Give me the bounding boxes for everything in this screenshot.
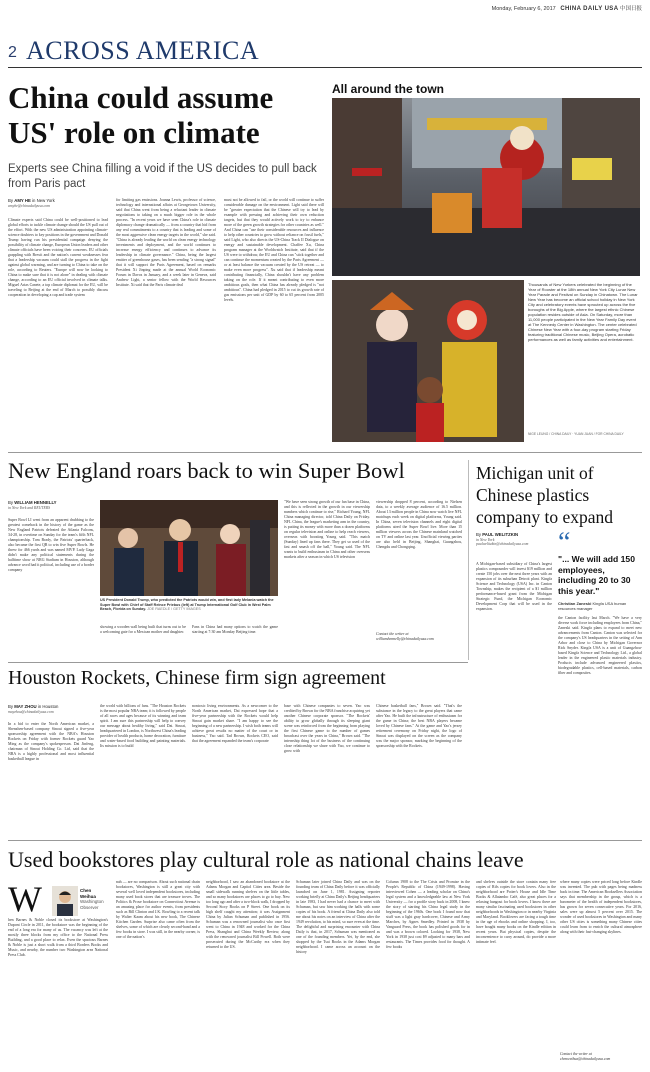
town-credit: NIGE LEUNG / CHINA DAILY · YUAN JUAN / FOR CHINA DAILY — [528, 432, 624, 436]
melania-face — [220, 524, 240, 544]
bookstores-col-4: Schuman later joined China Daily and was on the founding team of China Daily before it was officially launched on June 1, 1981. Assigning reporter working briefly at China Daily's Beijing headquarters in late 1983, I had never had a chance to meet with Schuman, but saw him working the halls with some copies of his book. A friend at China Daily also told me about his notes on an interview of China after the 1949 revolution, to his mind, so sure even at the time. The delightful and surprising encounter with China Daily is that, in 2017, Schuman was mentioned as one of the founding members. Yet, by the end, she shopped by the Tsai Books in the Adams Morgan neighborhood. I came across an account on the history — [296, 880, 380, 954]
divider-v-michigan — [468, 460, 469, 660]
portrait-suit — [57, 904, 73, 916]
bookstores-col-6: and shelves outside the store contain many free copies of Rifs copies for book lovers. Also in the neighborhood are Potter's House and Idle Time Books & Allatambo Café, also great places for a relaxing hangout for book lovers. I know there are many similar fascinating used bookstores in other neighborhoods in Washington or in nearby Virginia and Maryland. Booklovers are facing a tough time in the age of ebooks and online shopping. I, too, have bought many books on the Kindle edition in recent years. But physical copies, despite the inconvenience to carry around, do provide a more intimate feel. — [476, 880, 556, 944]
bookstores-headline: Used bookstores play cultural role as national chains leave — [8, 847, 524, 872]
superbowl-byline-name: WILLIAM HENNELLY — [14, 500, 57, 505]
rockets-col-2: the world with billions of fans. "The Houston Rockets is the most popular NBA team; it is followed by people of all races and ages because of its winning and team spirit. I am sure this partnership will help to convey our message about healthy living," said Dai. Sinoai, headquartered in London, is Northwest China's leading provider of health products, home decoration, furniture and water-based food building and painting materials. Its mission is to build — [100, 704, 186, 748]
superbowl-col-2b: Fans in China had many options to watch the game starting at 7:30 am Monday Beijing time. — [192, 625, 278, 634]
superbowl-col-2a: showing a wooden wall being built that turns out to be a welcoming gate for a Mexican mother and daughter. — [100, 625, 186, 634]
town-caption: Thousands of New Yorkers celebrated the beginning of the Year of Rooster at the 18th annual New York City Lunar New Year Parade and Festival on Sunday in Chinatown. The Lunar New Year has become an official school holiday in New York City and celebratory events have sprouted up across the five boroughs of the Big Apple, where the largest ethnic Chinese population resides outside of Asia. On Saturday, more than 11,000 people participated in the New Year Family Day event at The Kennedy Center in Washington. The center celebrated Chinese New Year with a four-day program starting Friday featuring traditional Chinese music, Beijing Opera, acrobatic performances as well as family activities and entertainment. — [528, 282, 638, 342]
rockets-col-4: base with Chinese companies to seven. Yao was credited by Brown for the NBA franchise acquiring yet another Chinese corporate sponsor. "The Rockets' ability to grow globally through its sleeping giant scene was reinforced from the beginning from playing the first Chinese game to the number of games broadcast over the years in China," Brown said. "The internship thing lot of the business of the continuing close relationship we share with Yao, we continue to grow with — [284, 704, 370, 753]
opera-face — [376, 309, 408, 341]
rockets-byline: By MAY ZHOU in Houston mayzhou@chinadailyusa.com — [8, 704, 94, 720]
rockets-col-5: Chinese basketball fans," Brown said. "That's the substance in the legacy to the great players that came after Yao. He built the infrastructure of enthusiasm for the game in China; the best NBA players became loved by Chinese fans." At the game and Yao's jersey retirement ceremony on Friday night, the logo of Sinoai was displayed on the screen as the company was the major sponsor, marking the beginning of the sponsorship with the Rockets. — [376, 704, 462, 748]
author-portrait-graphic — [52, 886, 78, 916]
michigan-col-2: the Canton facility last March. "We have a very diverse work force including employees from China," Zaneski said. Kingfa plans to expand to meet new advancements from Canton. Canton was selected for the company's US headquarters in the setting of Ann Arbor and close to China by Michigan Governor Rick Snyder. Kingfa USA is a unit of Guangzhou-based Kingfa Science and Technology Ltd., a global leader in the engineered plastic materials industry. Products include advanced engineered plastics, biodegradable plastics, cell-based materials, carbon fiber and composites. — [558, 616, 642, 675]
superbowl-headline: New England roars back to win Super Bowl — [8, 458, 405, 483]
bookstores-col-5: Column 1908 to the The Crisis and Promise in the People's Republic of China (1949-1998). Having interviewed Cohen — a leading scholar on China's legal system and a knowledgeable law at New York University — for a profile story back in 2008, I knew the story of starting his China legal study in the beginning of the 1960s. One book I found now that stuff was a light gray hardcover, Chinese and Army Marches, by Agnes Smedley. Printed in 1938 by Vanguard Press, the book has polished goods for in and was a brown colored. Looking for 1938, New York in 1938 just cost $9 adjusted to many bars and restaurants. The Times provides food for thought. A few books — [386, 880, 470, 949]
rockets-col-3: nontoxic living environments. As a newcomer to the North American market, Dai expressed hope that a five-year partnership with the Rockets would help Sinoai gain market share. "I am happy to see the beginning of a new partnership. I wish both teams will achieve great results no matter of the court or in business," Yao said. Tad Brown, Rockets CEO, said that the agreement expanded the team's corporate — [192, 704, 278, 743]
climate-deck: Experts see China filling a void if the US decides to pull back from Paris pact — [8, 163, 317, 190]
monkey-king-costume — [442, 342, 497, 437]
michigan-body: A Michigan-based subsidiary of China's largest plastics compounder will invest $19 million and create 150 jobs over the next three years with an expansion of its suburban Detroit plant. Kingfa Science and Technology (USA) Inc. in Canton Township, makes the recipient of a $1 million performance-based grant from the Michigan Strategic Fund, the Michigan Economic Development Corp that will be used in the expansion. — [476, 562, 552, 611]
michigan-quote-title: Kingfa USA human resources manager — [558, 601, 627, 611]
michigan-email: paulwelitzkin@chinadailyusa.com — [476, 542, 529, 546]
divider-1 — [8, 452, 642, 453]
michigan-byline-name: PAUL WELITZKIN — [482, 532, 519, 537]
lantern-row — [352, 168, 382, 176]
bookstores-col-1: hen Barnes & Noble closed its bookstore at Washington's Dupont Circle in 2011, the bookstore was the beginning of the end of a long era for many of us. The vacancy was left at the mostly three blocks from my office to the National Press Building, and a good place to relax. Even the spacious Barnes & Noble is just a short walk from a third Borders Books and Music, and nearby, the number two Washington area National Press Club. — [8, 918, 108, 957]
viewing-party-graphic — [100, 500, 278, 596]
performer — [482, 168, 522, 228]
flag — [572, 158, 612, 180]
quote-mark-icon: “ — [558, 532, 571, 558]
opera-costume — [367, 342, 417, 432]
child-face — [417, 377, 443, 403]
climate-col-1: Climate experts said China could be well-positioned to lead global efforts to tackle climate change should the US pull out of the effort. With the new US administration appointing climate-science doubters to key positions in the government and Donald Trump having run his presidential campaign denying the possibility of climate change, European Union leaders and other climate officials have been voicing their concerns. EU officials grappling with Brexit and the nation's current weaknesses fear that a leadership vacuum could stall the progress in the fight against global warming, and are turning to China to take on the role, according to Reuters. "Europe will now be looking to China to make sure that it is not alone" in dealing with climate change, according to an EU official involved in climate talks. Miguel Arias Canete, a top climate diplomat for the EU, will be traveling to Beijing at the end of March to possibly discuss cooperation in developing a cap and trade system — [8, 218, 108, 297]
author-name: Chen Weihua — [80, 888, 96, 899]
michigan-byline: By PAUL WELITZKIN in New York paulwelitzkin@chinadailyusa.com — [476, 532, 552, 548]
masthead — [8, 4, 642, 18]
parade-photo-bottom — [332, 280, 524, 442]
rockets-byline-place: in Houston — [37, 704, 59, 709]
superbowl-contact: Contact the writer at williamhennelly@chinadailyusa.com — [376, 632, 434, 641]
section-header — [8, 38, 642, 68]
bookstores-col-2: nah — are no comparison. About such national chain bookstores, Washington is still a great city with several well loved independent bookstores, including many used book stores that are treasure troves. The Politics & Prose bookstore on Connecticut Avenue is an amazing place for author events, from presidents such as Bill Clinton and J.K. Rowling to a recent talk by Walter Kaam about his new book, The Chinese Kitchen Garden. Surprise also came often from the shelves, some of which are clearly second-hand and a few books in store. I was still, in the nearby corner, is one of the nation's — [116, 880, 200, 939]
michigan-pull-quote — [558, 532, 642, 616]
superbowl-col-3: "We have seen strong growth of our fan base in China, and this is reflected in the growth in our viewership numbers which continue to rise," Richard Young, NFL China managing director, told China Daily on Friday. NFL China, the league's marketing arm in the country, is putting its money with more than a dozen platforms on regular television and online to help reach viewers, overseas with boosting Young said. "This match (Sunday) lined up fans there. They get so used of the fast and smash off the ball," Young said. The NFL wants to build enthusiasm in China and other overseas markets after a season in which US television — [284, 500, 370, 559]
superbowl-byline: By WILLIAM HENNELLY in New York and REUTERS — [8, 500, 94, 514]
section-title: ACROSS AMERICA — [26, 36, 260, 65]
bookstores-col-3: neighborhood, I saw an abandoned bookstore at the Adams Morgan and Capitol Cities area. Beside the small sidewalk running shelves on the little tables, and so many bookstores are places to go to buy. New too long ago and after a two-block walk, I dropped by Second Story Books on P Street. One book on its high shelf caught my attention; it was Assignment China by Julian Schuman and published in 1956. Schuman was a renowned journalist who once first went to China in 1948 and worked for the China Press, Shanghai and China Weekly Review, along with the renowned journalist Bill Powell. Both were prosecuted during the McCarthy era when they returned to the US. — [206, 880, 290, 949]
priebus-face — [118, 528, 138, 548]
author-desc: Washington Observer — [80, 899, 104, 910]
divider-2 — [8, 662, 468, 663]
superbowl-photo-caption-text: US President Donald Trump, who predicted the Patriots would win, and first lady Melania watch the Super Bowl with Chief of Staff Reince Priebus (left) at Trump International Golf Club in West Palm Beach, Florida on Sunday. — [100, 598, 274, 612]
superbowl-photo-caption — [100, 598, 278, 622]
performers-graphic — [332, 280, 524, 442]
performer-2 — [432, 193, 472, 233]
climate-headline: China could assume US' role on climate — [8, 80, 274, 150]
masthead-date: Monday, February 6, 2017 — [491, 6, 556, 12]
superbowl-col-4: viewership dropped 8 percent, according to Nielsen data, to a weekly average audience of 16.5 million. About 13 million people in China now watch live NFL matchups each week on digital platforms, Young said. In China, seven television channels and eight digital platforms aired the Super Bowl live. More than 15 million viewers across the Chinese mainland watched on TV and online last year. Unofficial viewing parties are also held in Beijing, Shanghai, Guangzhou, Chengdu and Chongqing. — [376, 500, 462, 549]
masthead-publication-cn: 中国日报 — [619, 6, 642, 12]
costume-face — [510, 126, 534, 150]
masthead-publication: CHINA DAILY USA — [560, 6, 619, 12]
monkey-king-face — [457, 310, 477, 330]
climate-byline: By AMY HE in New York amyhe@chinadailyusa.com — [8, 198, 108, 217]
guest — [250, 520, 270, 596]
superbowl-byline-place: in New York and REUTERS — [8, 506, 51, 510]
parade-scene-graphic — [332, 98, 640, 276]
bookstores-col-7: where many copies were priced long before Kindle was invented. The pub with pages being madness back in time. The American Booksellers Association says that membership in the group, which is a barometer of the health of independent bookstores, has grown for seven consecutive years. For 2016, sales were up almost 5 percent over 2015. The wonder of used bookstores in Washington and many other US cities is something many Chinese cities could learn from to enrich the cultural atmosphere along with their fast-changing skylines. — [560, 880, 642, 934]
parade-photo-top — [332, 98, 640, 276]
trump-face — [169, 519, 191, 541]
superbowl-photo-credit: JOE RAEDLE / GETTY IMAGES — [147, 607, 201, 612]
rockets-col-1: In a bid to enter the North American market, a Shenzhen-based company Sinoai signed a five-year sponsorship agreement with the NBA's Houston Rockets on Friday with former Rockets guard Yao Ming as the company's spokesperson. Dai Jinfeng, chairman of Sinoai Holding Co. Ltd, said that the NBA is a highly professional and most influential basketball league in — [8, 722, 94, 761]
climate-byline-place: in New York — [32, 198, 55, 203]
divider-3 — [8, 840, 642, 841]
climate-email: amyhe@chinadailyusa.com — [8, 204, 50, 208]
melania-dress — [216, 544, 246, 596]
town-title: All around the town — [332, 82, 444, 96]
rockets-byline-name: MAY ZHOU — [14, 704, 37, 709]
banner — [427, 118, 547, 130]
trump-superbowl-photo — [100, 500, 278, 596]
michigan-byline-place: in New York — [476, 538, 495, 542]
author-box — [80, 888, 108, 918]
climate-col-3: must not be allowed to fail, or the world will continue to suffer considerable damage on the environment. Light said there will be "greater expectation that the Chinese will try to lead by example with pressing and achieving their own reduction targets, but that they would actively work to try to enhance more of the green growth strategies for other countries as well." And China can "use their considerable resources and influence to help other countries to grow without reliance on fossil fuels," said Light, who also directs the US-China Track II Dialogue on energy and sustainable development. Chaffee Xu, China program manager at the Worldwatch Institute, said that if the US were to withdraw, the EU and China can "stick together and can continue the momentum created by the Paris Agreement — or at least balance the vacuum created by the US retreat — to make even more progress". Xu said that if leadership meant contributing financially, China shouldn't have any problem taking on the role. If it meant contributing to even more ambitious goals, then what China has already pledged is "not ambitious". China had pledged in 2015 to cut its growth rate of gas emissions per unit of GDP by 60 to 65 percent from 2005 levels. — [224, 198, 324, 302]
bookstores-dropcap: W — [8, 882, 42, 916]
michigan-headline: Michigan unit of Chinese plastics company to expand — [476, 463, 614, 527]
page-number: 2 — [8, 44, 17, 61]
trump-tie — [178, 542, 183, 572]
author-photo — [52, 886, 78, 916]
rockets-email: mayzhou@chinadailyusa.com — [8, 710, 54, 714]
child-shirt — [416, 403, 444, 442]
rockets-headline: Houston Rockets, Chinese firm sign agreement — [8, 667, 386, 689]
michigan-quote: "... We will add 150 employees, including 20 to 30 this year." — [558, 554, 635, 596]
superbowl-col-1: Super Bowl LI went from an apparent drubbing to the greatest comeback in the history of the game as the New England Patriots defeated the Atlanta Falcons, 34-28, in overtime on Sunday for the team's fifth NFL championship. Tom Brady, the Patriots' quarterback, also became the first QB to win five Super Bowls. He threw for 466 yards and was named MVP. Lady Gaga didn't make any political statements during the halftime show at NRG Stadium in Houston, although advance word had it political, including use of a border company — [8, 518, 94, 572]
michigan-quote-name: Christian Zaneski — [558, 601, 592, 606]
climate-byline-name: AMY HE — [14, 198, 31, 203]
climate-col-2: for limiting gas emissions. Joanna Lewis, professor of science, technology and international affairs at Georgetown University, said that China went from being a reluctant leader in climate negotiations to taking on a much bigger role in the whole process. "In recent years we have seen China's role in climate diplomacy change dramatically — from a country that hid from any real commitments to a country that is leading and some of the most aggressive clean energy targets in the world," she said. "China is already leading the world on clean energy technology investments and deployment, and the world continues to increase energy efficiency and continues to advance its leadership in climate governance." China, being the largest emitter of greenhouse gases, has been sending "a strong signal" that it will support the Paris Agreement, based on remarks President Xi Jinping made at the annual World Economic Forum in Davos in January, and a week later in Geneva, said Andrew Light, a senior fellow with the World Resources Institute. Xi said that the Paris climate deal — [116, 198, 216, 287]
priebus-suit — [114, 548, 144, 596]
bookstores-contact: Contact the writer at chenweihua@chinadailyusa.com — [560, 1052, 611, 1061]
